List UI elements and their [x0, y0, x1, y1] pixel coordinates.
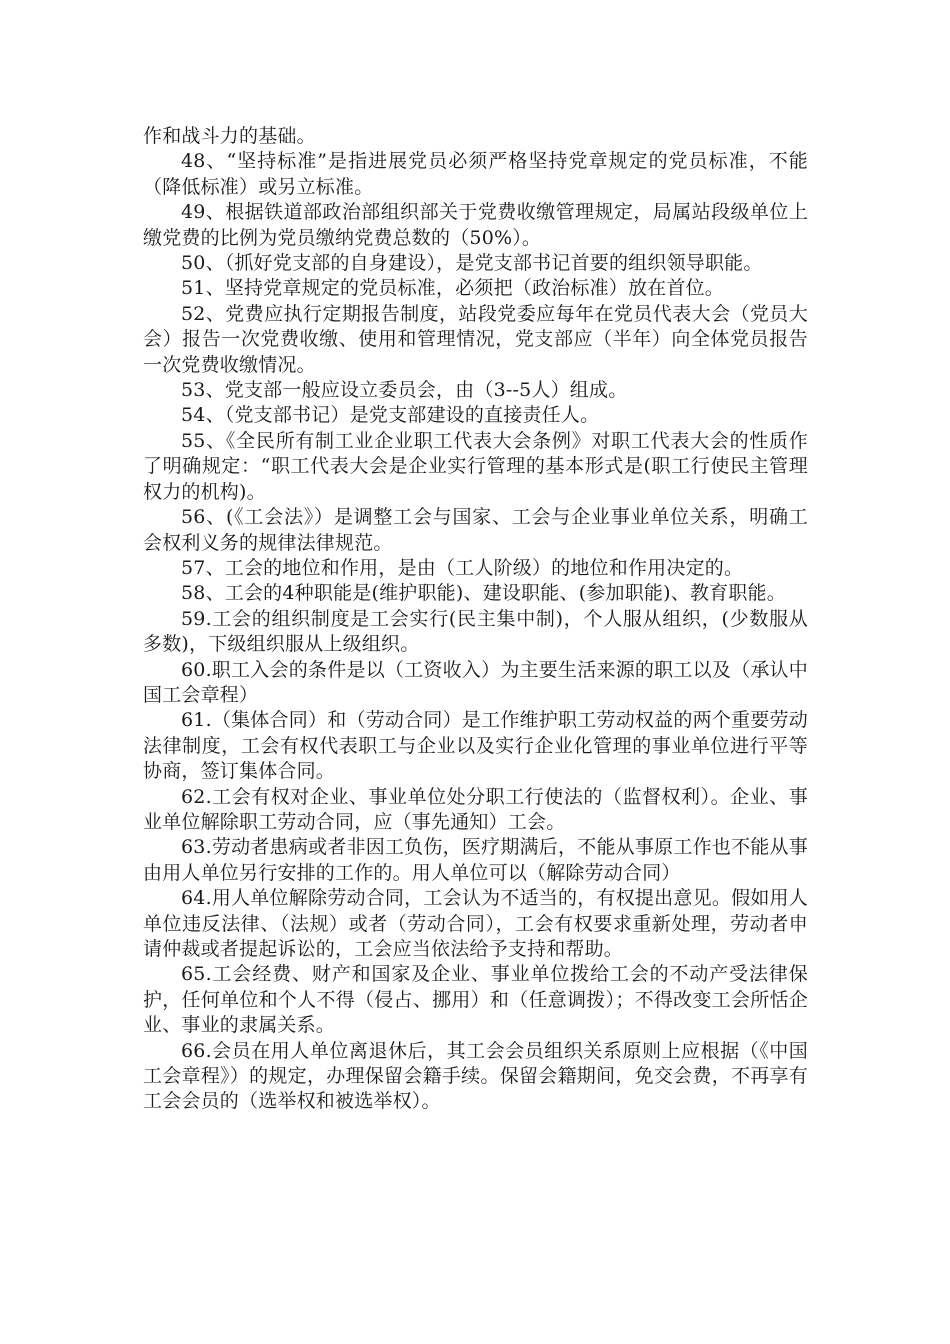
paragraph-56: 56、(《工会法》）是调整工会与国家、工会与企业事业单位关系，明确工会权利义务的规律法律规范。: [143, 506, 808, 554]
paragraph-55: 55、《全民所有制工业企业职工代表大会条例》对职工代表大会的性质作了明确规定：“职工代表大会是企业实行管理的基本形式是(职工行使民主管理权力的机构)。: [143, 429, 808, 503]
paragraph-63: 63.劳动者患病或者非因工负伤，医疗期满后，不能从事原工作也不能从事由用人单位另行安排的工作的。用人单位可以（解除劳动合同）: [143, 836, 808, 884]
paragraph-49: 49、根据铁道部政治部组织部关于党费收缴管理规定，局属站段级单位上缴党费的比例为党员缴纳党费总数的（50%）。: [143, 201, 808, 249]
paragraph-48: 48、“坚持标准”是指进展党员必须严格坚持党章规定的党员标准，不能（降低标准）或另立标准。: [143, 150, 808, 198]
paragraph-58: 58、工会的4种职能是(维护职能)、建设职能、(参加职能)、教育职能。: [181, 582, 786, 605]
document-page: [143, 124, 808, 1115]
paragraph-54: 54、（党支部书记）是党支部建设的直接责任人。: [181, 404, 600, 427]
paragraph-51: 51、坚持党章规定的党员标准，必须把（政治标准）放在首位。: [181, 277, 724, 300]
paragraph-64: 64.用人单位解除劳动合同，工会认为不适当的，有权提出意见。假如用人单位违反法律、（法规）或者（劳动合同），工会有权要求重新处理，劳动者申请仲裁或者提起诉讼的，工会应当依法给予支持和帮助。: [143, 887, 808, 960]
paragraph-53: 53、党支部一般应设立委员会，由（3--5人）组成。: [181, 379, 628, 402]
paragraph-52: 52、党费应执行定期报告制度，站段党委应每年在党员代表大会（党员大会）报告一次党费收缴、使用和管理情况，党支部应（半年）向全体党员报告一次党费收缴情况。: [143, 302, 808, 376]
paragraph-59: 59.工会的组织制度是工会实行(民主集中制)，个人服从组织，(少数服从多数)，下级组织服从上级组织。: [143, 607, 808, 656]
paragraph-65: 65.工会经费、财产和国家及企业、事业单位拨给工会的不动产受法律保护，任何单位和个人不得（侵占、挪用）和（任意调拨）；不得改变工会所恬企业、事业的隶属关系。: [143, 963, 808, 1037]
paragraph-50: 50、（抓好党支部的自身建设），是党支部书记首要的组织领导职能。: [181, 252, 763, 275]
paragraph-60: 60.职工入会的条件是以（工资收入）为主要生活来源的职工以及（承认中国工会章程）: [143, 658, 808, 706]
paragraph-62: 62.工会有权对企业、事业单位处分职工行使法的（监督权利）。企业、事业单位解除职工劳动合同，应（事先通知）工会。: [143, 785, 808, 833]
paragraph-57: 57、工会的地位和作用，是由（工人阶级）的地位和作用决定的。: [181, 556, 744, 579]
paragraph-66: 66.会员在用人单位离退休后，其工会会员组织关系原则上应根据（《中国工会章程》）的规定，办理保留会籍手续。保留会籍期间，免交会费，不再享有工会会员的（选举权和被选举权）。: [143, 1039, 808, 1113]
paragraph-continuation: 作和战斗力的基础。: [143, 125, 316, 147]
paragraph-61: 61.（集体合同）和（劳动合同）是工作维护职工劳动权益的两个重要劳动法律制度，工会有权代表职工与企业以及实行企业化管理的事业单位进行平等协商，签订集体合同。: [143, 709, 808, 783]
